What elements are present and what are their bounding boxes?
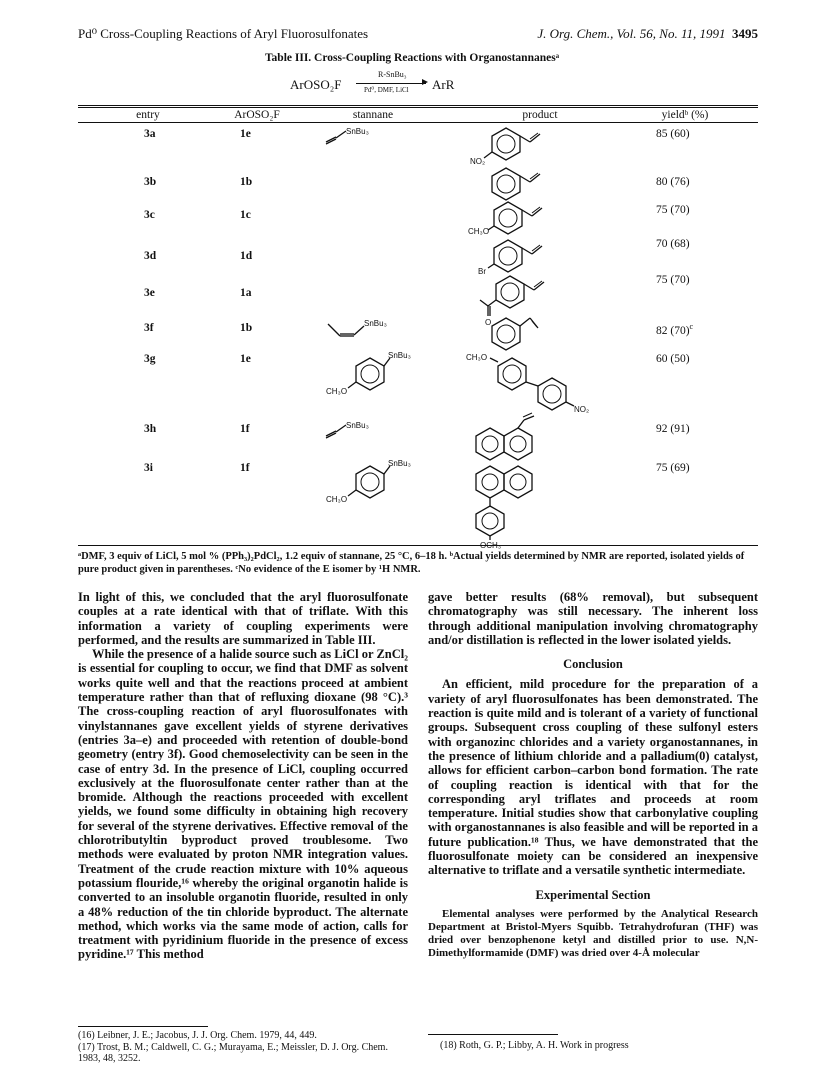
substrate-3g: 1e bbox=[240, 353, 251, 365]
col-header-product: product bbox=[522, 109, 558, 121]
yield-3g: 60 (50) bbox=[656, 353, 690, 365]
header-title: Pd⁰ Cross-Coupling Reactions of Aryl Fluorosulfonates bbox=[78, 26, 369, 41]
reaction-scheme bbox=[290, 70, 530, 100]
table-bottom-rule bbox=[78, 545, 758, 546]
col-header-entry: entry bbox=[136, 109, 160, 121]
svg-text:CH₃O: CH₃O bbox=[326, 387, 348, 396]
svg-text:SnBu₃: SnBu₃ bbox=[364, 319, 387, 328]
scheme-reagent-below: Pd⁰, DMF, LiCl bbox=[364, 86, 409, 94]
yield-3b: 80 (76) bbox=[656, 176, 690, 188]
running-header bbox=[78, 26, 758, 44]
snbu3-label: SnBu₃ bbox=[346, 127, 369, 136]
substrate-3a: 1e bbox=[240, 128, 251, 140]
conclusion-text: An efficient, mild procedure for the preparation of a variety of aryl fluorosulfonates has been demonstrated. The reaction is quite mild and is tolerant of a variety of functional groups. Subsequent cross coupling of these sulfonyl esters with organozinc chlorides and a variety organostannanes, in the presence of lithium chloride and a palladium(0) catalyst, allows for efficient carbon–carbon bond formation. The rate of coupling reaction is identical with that for the corresponding aryl triflates and proceeds at room temperature. Initial studies show that carbonylative coupling with organostannanes is also feasible and will be reported in a future publication.¹⁸ Thus, we have demonstrated that the fluorosulfonate moiety can be considered an inexpensive alternative to triflate and a versatile synthetic intermediate. bbox=[428, 677, 758, 878]
svg-text:NO₂: NO₂ bbox=[574, 405, 590, 414]
product-3g-biaryl bbox=[466, 350, 606, 417]
table-footnote: ᵃDMF, 3 equiv of LiCl, 5 mol % (PPh₃)₂PdCl₂, 1.2 equiv of stannane, 25 °C, 6–18 h. ᵇActual yields determined by NMR are reported, isolated yields of pure product given in parentheses. ᶜNo evidence of the E isomer by ¹H NMR. bbox=[78, 551, 745, 575]
yield-3d: 70 (68) bbox=[656, 238, 690, 250]
entry-3e: 3e bbox=[144, 287, 155, 299]
substrate-3i: 1f bbox=[240, 462, 250, 474]
svg-text:Br: Br bbox=[478, 267, 486, 276]
svg-text:SnBu₃: SnBu₃ bbox=[388, 351, 411, 360]
substrate-3e: 1a bbox=[240, 287, 252, 299]
svg-text:CH₃O: CH₃O bbox=[466, 353, 488, 362]
references-rule-right bbox=[428, 1034, 558, 1035]
table-top-rule-2 bbox=[78, 107, 758, 108]
header-journal: J. Org. Chem., Vol. 56, No. 11, 1991 3495 bbox=[537, 26, 758, 41]
col-header-stannane: stannane bbox=[352, 109, 394, 121]
scheme-reagent-above: R-SnBu₃ bbox=[378, 70, 407, 79]
yield-3f: 82 $(70)^c$ bbox=[656, 322, 694, 337]
yield-3i: 75 (69) bbox=[656, 462, 690, 474]
svg-text:OCH₃: OCH₃ bbox=[480, 541, 502, 550]
reference-17: (17) Trost, B. M.; Caldwell, C. G.; Murayama, E.; Meissler, D. J. Org. Chem. 1983, 48, 3252. bbox=[78, 1041, 388, 1064]
table-title: Table III. Cross-Coupling Reactions with Organostannanesᵃ bbox=[264, 52, 560, 64]
stannane-3f-propenyl bbox=[326, 318, 396, 347]
yield-3h: 92 (91) bbox=[656, 423, 690, 435]
svg-text:SnBu₃: SnBu₃ bbox=[388, 459, 411, 468]
scheme-product: ArR bbox=[432, 77, 455, 92]
paragraph-1: In light of this, we concluded that the aryl fluorosulfonate couples at a rate identical with that of triflate. With this information a variety of coupling experiments were performed, and the results are summarized in Table III. bbox=[78, 590, 408, 647]
references-left bbox=[78, 1030, 408, 1065]
references-rule-left bbox=[78, 1026, 208, 1027]
svg-text:O: O bbox=[485, 318, 492, 327]
entry-3b: 3b bbox=[144, 176, 157, 188]
svg-text:SnBu₃: SnBu₃ bbox=[346, 421, 369, 430]
entry-3g: 3g bbox=[144, 353, 156, 365]
entry-3f: 3f bbox=[144, 322, 154, 334]
substrate-3b: 1b bbox=[240, 176, 253, 188]
svg-text:CH₃O: CH₃O bbox=[326, 495, 348, 504]
arrow-head-icon bbox=[422, 79, 428, 85]
substrate-3h: 1f bbox=[240, 423, 250, 435]
page-number: 3495 bbox=[732, 26, 758, 41]
experimental-text: Elemental analyses were performed by the Analytical Research Department at Bristol-Myers Squibb. Tetrahydrofuran (THF) was dried over benzophenone ketyl and distilled prior to use. N,N-Dimethylformamide (DMF) was dried over 4-Å molecular bbox=[428, 907, 758, 959]
paragraph-2: While the presence of a halide source such as LiCl or ZnCl₂ is essential for coupling to occur, we find that DMF as solvent works quite well and that the reactions proceed at ambient temperature rather than that of refluxing dioxane (98 °C).³ The cross-coupling reaction of aryl fluorosulfonates with vinylstannanes gave excellent yields of styrene derivatives (entries 3a–e) and proceeded with retention of double-bond geometry (entry 3f). Good chemoselectivity can be seen in the case of entry 3d. In the presence of LiCl, coupling occurred exclusively at the fluorosulfonate center rather than at the bromide. Although the reactions proceeded with excellent yields, we found some difficulty in obtaining high recovery for several of the styrene derivatives. Effective removal of the chlorotributyltin byproduct proved troublesome. Two methods were evaluated by proton NMR integration values. Treatment of the crude reaction mixture with 10% aqueous potassium flouride,¹⁶ whereby the original organotin halide is converted to an insoluble organotin fluoride, resulted in only a 48% reduction of the tin chloride byproduct. The alternate method, which works via the same mode of action, calls for treatment with pyridinium fluoride in the presence of excess pyridine.¹⁷ This method bbox=[78, 647, 408, 962]
entry-3a: 3a bbox=[144, 128, 156, 140]
stannane-3a-vinyl bbox=[324, 126, 384, 153]
svg-text:CH₃O: CH₃O bbox=[468, 227, 490, 236]
col-header-yield: yieldᵇ (%) bbox=[661, 109, 709, 121]
substrate-3d: 1d bbox=[240, 250, 253, 262]
body-left-column bbox=[78, 590, 408, 1020]
entry-3h: 3h bbox=[144, 423, 157, 435]
reference-16: (16) Leibner, J. E.; Jacobus, J. J. Org. Chem. 1979, 44, 449. bbox=[78, 1030, 317, 1041]
reference-18: (18) Roth, G. P.; Libby, A. H. Work in progress bbox=[440, 1040, 629, 1051]
entry-3c: 3c bbox=[144, 209, 155, 221]
table-header-rule bbox=[78, 122, 758, 123]
yield-3c: 75 (70) bbox=[656, 204, 690, 216]
conclusion-heading: Conclusion bbox=[563, 657, 623, 672]
product-3i-arylnaphthalene bbox=[470, 462, 546, 549]
entry-3i: 3i bbox=[144, 462, 153, 474]
paragraph-continued: gave better results (68% removal), but subsequent chromatography was still necessary. The inherent loss through additional manipulation involving chromatography and/or distillation is reflected in the lower isolated yields. bbox=[428, 590, 758, 647]
substrate-3f: 1b bbox=[240, 322, 253, 334]
stannane-3h-vinyl bbox=[324, 420, 384, 447]
substrate-3c: 1c bbox=[240, 209, 251, 221]
body-right-column bbox=[428, 590, 758, 1060]
experimental-heading: Experimental Section bbox=[535, 887, 651, 902]
entry-3d: 3d bbox=[144, 250, 157, 262]
yield-3a: 85 (60) bbox=[656, 128, 690, 140]
svg-text:NO₂: NO₂ bbox=[470, 157, 486, 166]
yield-3e: 75 (70) bbox=[656, 274, 690, 286]
stannane-3i-anisyl bbox=[326, 458, 416, 509]
stannane-3g-anisyl bbox=[326, 350, 416, 401]
scheme-arrow bbox=[356, 83, 426, 84]
scheme-reactant: ArOSO₂F bbox=[290, 77, 342, 92]
col-header-substrate: ArOSO₂F bbox=[234, 109, 280, 121]
